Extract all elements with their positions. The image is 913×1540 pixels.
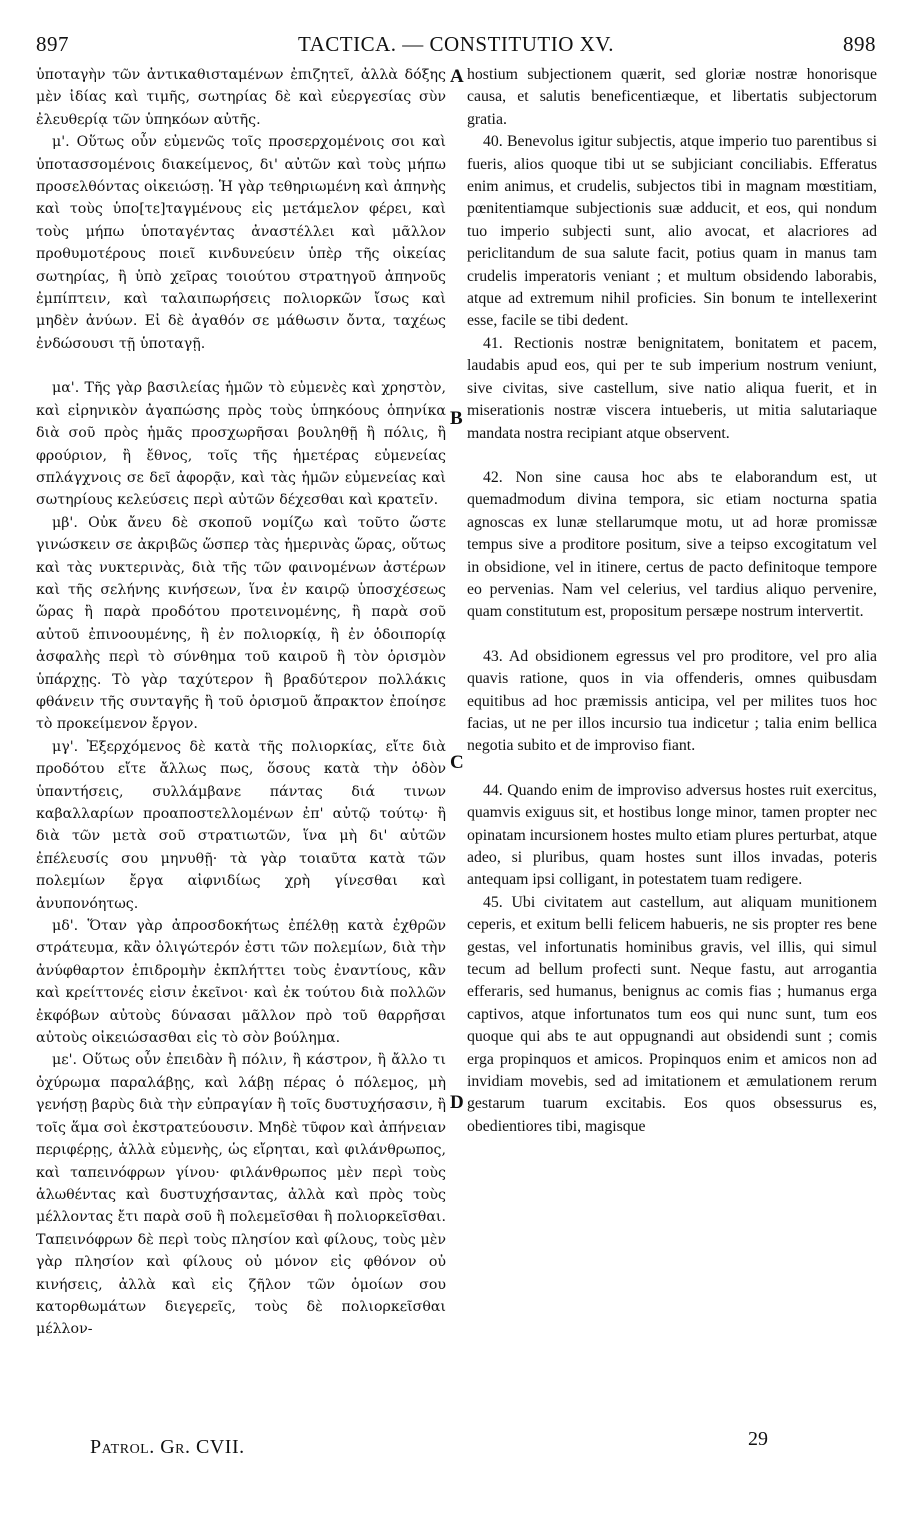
margin-marker-d: D: [450, 1092, 464, 1113]
greek-paragraph: μδ'. Ὅταν γὰρ ἀπροσδοκήτως ἐπέλθῃ κατὰ ἐχθρῶν στράτευμα, κἂν ὀλιγώτερόν ἐστι τῶν πολεμίων, διὰ τὴν ἀνύφθαρτον ἐπιδρομὴν ἐκπλήττει τοὺς ἐναντίους, κἂν καὶ κρείττονές εἰσιν ἐκεῖνοι· καὶ ἐκ τούτου διὰ πολλῶν ἐκφόβων αὐτοὺς δύνασαι μᾶλλον πρὸ τοῦ θαρρῆσαι αὐτοὺς οἰκειώσασθαι εἰς τὸ σὸν βούλημα.: [36, 918, 446, 1047]
page-number-right: 898: [843, 32, 876, 56]
latin-column: [467, 64, 877, 1138]
latin-paragraph: 42. Non sine causa hoc abs te elaborandum est, ut quemadmodum divina tempora, sic etiam nocturna spatia agnoscas ex lunæ stellarumque motu, ut ad horæ promissæ tempus sive a proditore positum, sive a teipso excogitatum vel in obsidione, vel in itinere, certus de pacto definitoque tempore eo pervenias. Nam vel celerius, vel tardius aliquo pervenire, quam constitutum est, propositum persæpe nostrum intervertit.: [467, 468, 877, 621]
margin-marker-c: C: [450, 752, 464, 773]
greek-column: [36, 64, 446, 1341]
running-header: [36, 32, 876, 62]
greek-paragraph: ὑποταγὴν τῶν ἀντικαθισταμένων ἐπιζητεῖ, ἀλλὰ δόξης μὲν ἰδίας καὶ τιμῆς, σωτηρίας δὲ καὶ εὐεργεσίας σὺν ἐλευθερίᾳ τῶν ὑπηκόων αὐτῆς.: [36, 67, 446, 128]
latin-paragraph: 44. Quando enim de improviso adversus hostes ruit exercitus, quamvis exiguus sit, et hostibus longe minor, tamen propter nec opinatam incursionem hostes multo etiam plures perturbat, atque adeo, si pluribus, quam hostes sunt illos invadas, poteris antequam ipsi colligant, in potestatem tuam redigere.: [467, 781, 877, 889]
greek-paragraph: μα'. Τῆς γὰρ βασιλείας ἡμῶν τὸ εὐμενὲς καὶ χρηστὸν, καὶ εἰρηνικὸν ἀγαπώσης πρὸς τοὺς ὑπηκόους ὁπηνίκα διὰ σοῦ πρὸς ἡμᾶς προσχωρῆσαι βουληθῇ ἢ πόλις, ἢ φρούριον, ἢ ἔθνος, τοῖς τῆς ἡμετέρας εὐμενείας σπλάγχνοις σε δεῖ ἀφορᾷν, καὶ τὰς ἡμῶν εὐμενείας καὶ σωτηρίους κελεύσεις περὶ αὐτῶν δέχεσθαι καὶ κρατεῖν.: [36, 380, 446, 509]
margin-marker-a: A: [450, 66, 464, 87]
signature-mark: 29: [748, 1428, 768, 1450]
series-footer: Patrol. Gr. CVII.: [90, 1436, 245, 1458]
latin-paragraph: 41. Rectionis nostræ benignitatem, bonitatem et pacem, laudabis apud eos, qui per te sub imperium nostrum veniunt, sive civitas, sive castellum, sive natio aliqua fuerit, et in miserationis nostræ viscera intueberis, ut mitia salutariaque mandata nostra recipiant atque observent.: [467, 334, 877, 442]
greek-paragraph: μβ'. Οὐκ ἄνευ δὲ σκοποῦ νομίζω καὶ τοῦτο ὥστε γινώσκειν σε ἀκριβῶς ὥσπερ τὰς ἡμερινὰς ὥρας, οὕτως καὶ τὰς νυκτερινὰς, διὰ τῆς τῶν φαινομένων ἀστέρων καὶ τῆς σελήνης κινήσεων, ἵνα ἐν καιρῷ ὑποσχέσεως ὥρας ἢ παρὰ προδότου προτεινομένης, ἢ παρὰ σοῦ αὐτοῦ ἐπινοουμένης, ἢ ἐν πολιορκίᾳ, ἢ ἐν ὁδοιπορίᾳ ἀσφαλὴς περὶ τὸ σύνθημα τοῦ καιροῦ ἢ τὸν ὁρισμὸν ὑπάρχῃς. Τὸ γὰρ ταχύτερον ἢ βραδύτερον πολλάκις φθάνειν τῆς συνταγῆς ἢ τοῦ ὁρισμοῦ ἄπρακτον ἐποίησε τὸ προκείμενον ἔργον.: [36, 514, 446, 733]
running-title: TACTICA. — CONSTITUTIO XV.: [297, 32, 614, 56]
latin-paragraph: 45. Ubi civitatem aut castellum, aut aliquam munitionem ceperis, et exitum belli felicem habueris, ne sis propter res bene gestas, vel infortunatis hominibus gravis, vel illis, qui simul tecum ad bellum profecti sunt. Neque fastu, aut arrogantia efferaris, sed humanus, benignus ac comis fias ; humanus erga captivos, atque infortunatos tum eos qui nunc sunt, tum eos quoque qui abs te aut oppugnandi aut obsidendi sunt ; comis erga propinquos et amicos. Propinquos enim et amicos non ad invidiam movebis, sed ad imitationem et æmulationem rerum gestarum tuarum excitabis. Eos quos obsessurus es, obedientiores tibi, magisque: [467, 893, 877, 1135]
latin-paragraph: hostium subjectionem quærit, sed gloriæ nostræ honorisque causa, et salutis beneficentiæque, et libertatis subjectorum gratia.: [467, 66, 877, 128]
latin-paragraph: 40. Benevolus igitur subjectis, atque imperio tuo parentibus si fueris, alios quoque tibi ut se subjiciant conciliabis. Efferatus enim animus, et crudelis, subjectos tibi in magnam mœstitiam, pœnitentiamque subjectionis suæ adducit, et eos, qui nondum tuo imperio subjecti sunt, alio avocat, et alacriores ad periclitandum de sua salute facit, potius quam in manus tam crudelis imperatoris veniant ; et multum obsidendo laborabis, atque ad extremum nihil proficies. Sin bonum te intellexerint esse, facile se tibi dedent.: [467, 133, 877, 330]
latin-paragraph: 43. Ad obsidionem egressus vel pro proditore, vel pro alia quavis ratione, quos in via offenderis, omnes quibusdam equitibus ad hoc præmissis anticipa, vel per milites tuos hoc facias, ut ne per illos incursio tua indicetur ; talia enim bellica negotia subito et de improviso fiant.: [467, 647, 877, 755]
page-number-left: 897: [36, 32, 69, 56]
greek-paragraph: με'. Οὕτως οὖν ἐπειδὰν ἢ πόλιν, ἢ κάστρον, ἢ ἄλλο τι ὀχύρωμα παραλάβῃς, καὶ λάβῃ πέρας ὁ πόλεμος, μὴ γενήσῃ βαρὺς διὰ τὴν εὐπραγίαν ἢ τοῖς δυστυχήσασιν, ἢ τοῖς ἅμα σοὶ ἐκστρατεύουσιν. Μηδὲ τῦφον καὶ ἀπήνειαν περιφέρῃς, ἀλλὰ εὐμενὴς, ὡς εἴρηται, καὶ φιλάνθρωπος, καὶ ταπεινόφρων γίνου· φιλάνθρωπος μὲν περὶ τοὺς ἁλωθέντας καὶ δυστυχήσαντας, ἀλλὰ καὶ πρὸς τοὺς μέλλοντας ἔτι παρὰ σοῦ ἢ πολεμεῖσθαι ἢ πολιορκεῖσθαι. Ταπεινόφρων δὲ περὶ τοὺς πλησίον καὶ φίλους, τοὺς μὲν γὰρ πλησίον καὶ φίλους οὐ μόνον εἰς φθόνον οὐ κινήσεις, ἀλλὰ καὶ εἰς ζῆλον τῶν ὁμοίων σου κατορθωμάτων διεγερεῖς, τοὺς δὲ πολιορκεῖσθαι μέλλον-: [36, 1052, 446, 1338]
margin-marker-b: B: [450, 408, 463, 429]
greek-paragraph: μγ'. Ἐξερχόμενος δὲ κατὰ τῆς πολιορκίας, εἴτε διὰ προδότου εἴτε ἄλλως πως, ὅσους κατὰ τὴν ὁδὸν ὑπαντήσεις, συλλάμβανε πάντας διά τινων καβαλλαρίων προαποστελλομένων ἐπ' αὐτῷ τούτῳ· ἢ διὰ τῶν μετὰ σοῦ στρατιωτῶν, ἵνα μὴ δι' αὐτῶν ἐπέλευσίς σου μηνυθῇ· τὰ γὰρ τοιαῦτα κατὰ τῶν πολεμίων ἔργα αἰφνιδίως χρὴ γίνεσθαι καὶ ἀνυπονόητως.: [36, 738, 446, 912]
greek-paragraph: μ'. Οὕτως οὖν εὐμενῶς τοῖς προσερχομένοις σοι καὶ ὑποτασσομένοις διακείμενος, δι' αὐτῶν καὶ τοὺς μήπω προσελθόντας οἰκειώσῃ. Ἡ γὰρ τεθηριωμένη καὶ ἀπηνὴς καὶ τοὺς ὑπο[τε]ταγμένους εἰς μετάμελον φέρει, καὶ τοὺς μήπω ὑποταγέντας ἀναστέλλει καὶ μᾶλλον προθυμοτέρους ποιεῖ κινδυνεύειν ὑπὲρ τῆς οἰκείας σωτηρίας, ἢ ὑπὸ χεῖρας τοιούτου στρατηγοῦ ἀπηνοῦς ἐμπίπτειν, καὶ ταλαιπωρήσεις πολιορκῶν ἴσως καὶ μηδὲν ἀνύων. Εἰ δὲ ἀγαθόν σε μάθωσιν ὄντα, ταχέως ἐνδώσουσι τῇ ὑποταγῇ.: [36, 134, 446, 352]
